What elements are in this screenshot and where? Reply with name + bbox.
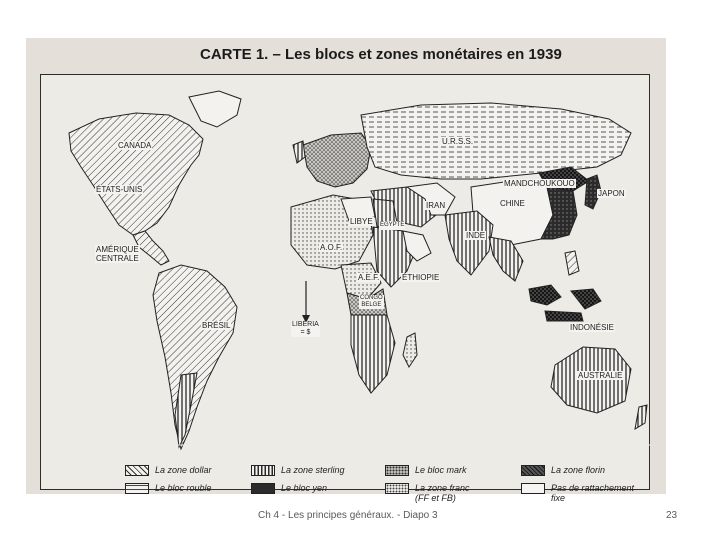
region-madagascar	[403, 333, 417, 367]
label-congo-belge: CONGO BELGE	[360, 295, 383, 308]
region-north-america	[69, 113, 203, 235]
legend-item-franc	[385, 483, 470, 503]
legend-swatch-rouble	[125, 483, 149, 494]
legend-swatch-florin	[521, 465, 545, 476]
slide-caption: Ch 4 - Les principes généraux. - Diapo 3	[258, 510, 438, 521]
world-map	[40, 74, 650, 503]
legend-item-yen	[251, 483, 327, 494]
legend-item-sterling	[251, 465, 345, 476]
label-iran: IRAN	[426, 201, 446, 210]
region-new-zealand	[635, 405, 647, 429]
page-number: 23	[666, 510, 678, 521]
region-indonesia-1	[529, 285, 561, 305]
legend-item-florin	[521, 465, 605, 476]
label-ethiopie: ÉTHIOPIE	[402, 273, 440, 282]
region-greenland	[189, 91, 241, 127]
label-japon: JAPON	[598, 189, 625, 198]
label-mandchoukouo: MANDCHOUKOUO	[504, 179, 575, 188]
legend-item-rouble	[125, 483, 212, 494]
region-europe	[303, 133, 371, 187]
legend-item-none	[521, 483, 634, 503]
legend-label-mark: Le bloc mark	[415, 465, 467, 475]
region-africa-south	[351, 315, 395, 393]
label-australie: AUSTRALIE	[578, 371, 623, 380]
region-australia	[551, 347, 631, 413]
legend-label-sterling: La zone sterling	[281, 465, 345, 475]
map-scan	[26, 38, 666, 503]
legend-item-dollar	[125, 465, 212, 476]
map-drawing	[41, 75, 651, 491]
label-aof: A.O.F.	[320, 243, 343, 252]
label-amerique-centrale: AMÉRIQUE CENTRALE	[96, 245, 139, 263]
label-inde: INDE	[466, 231, 486, 240]
legend-label-franc: La zone franc (FF et FB)	[415, 483, 470, 503]
region-uk	[293, 141, 305, 163]
label-etats-unis: ÉTATS-UNIS	[96, 185, 143, 194]
region-south-america	[153, 265, 237, 449]
legend-label-none: Pas de rattachement fixe	[551, 483, 635, 503]
region-indonesia-2	[571, 289, 601, 309]
legend-swatch-dollar	[125, 465, 149, 476]
label-egypte: ÉGYPTE	[380, 222, 405, 228]
label-liberia: LIBÉRIA = $	[292, 321, 319, 336]
label-bresil: BRÉSIL	[202, 321, 231, 330]
legend-swatch-mark	[385, 465, 409, 476]
legend-label-florin: La zone florin	[551, 465, 606, 475]
legend-label-yen: Le bloc yen	[281, 483, 328, 493]
label-urss: U.R.S.S.	[442, 137, 474, 146]
legend-swatch-yen	[251, 483, 275, 494]
legend-swatch-franc	[385, 483, 409, 494]
legend-item-mark	[385, 465, 467, 476]
legend-swatch-sterling	[251, 465, 275, 476]
legend-label-dollar: La zone dollar	[155, 465, 212, 475]
label-canada: CANADA	[118, 141, 152, 150]
label-indonesie: INDONÉSIE	[570, 323, 615, 332]
label-chine: CHINE	[500, 199, 525, 208]
label-libye: LIBYE	[350, 217, 373, 226]
region-ussr	[361, 103, 631, 179]
region-philippines	[565, 251, 579, 275]
map-title: CARTE 1. – Les blocs et zones monétaires en 1939	[200, 46, 562, 63]
legend-swatch-none	[521, 483, 545, 494]
region-indonesia-3	[545, 311, 583, 321]
legend-label-rouble: Le bloc rouble	[155, 483, 212, 493]
label-aef: A.E.F.	[358, 273, 380, 282]
region-india	[445, 211, 493, 275]
